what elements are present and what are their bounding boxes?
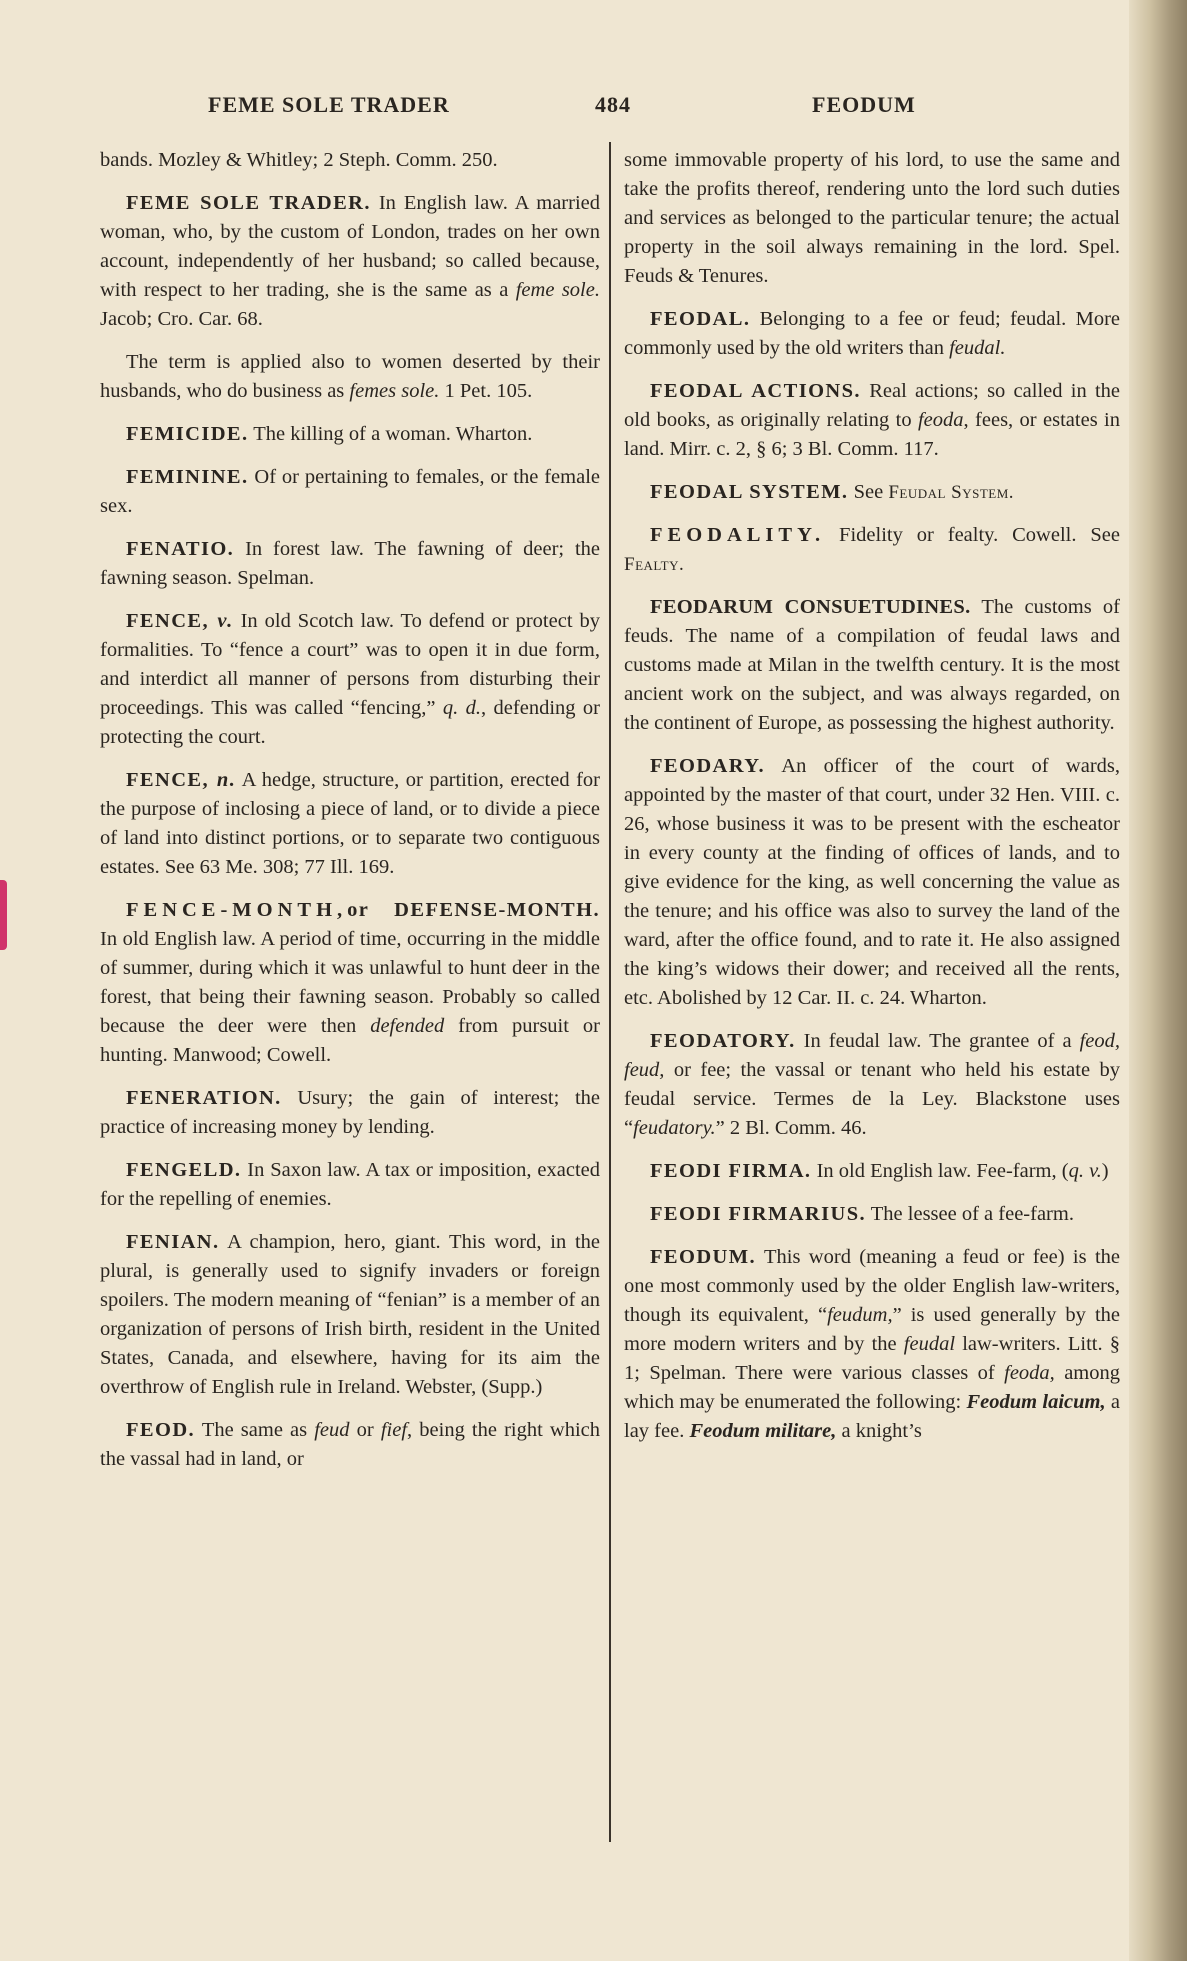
entry-text: Usury; the gain of interest; the practice of increasing money by lending. [100,1087,600,1138]
entry-term: FEODATORY. [650,1030,796,1052]
entry-feneration [100,1084,600,1142]
entry-feodarum-consuetudines [624,593,1120,738]
entry-text: The killing of a woman. Wharton. [248,423,533,445]
entry-fence-month [100,896,600,1070]
entry-part-of-speech: v. [209,610,234,632]
entry-part-of-speech: n. [209,769,237,791]
entry-term: FEODAL ACTIONS. [650,380,861,402]
entry-text: In old English law. A period of time, occurring in the middle of summer, during which it was unlawful to hunt deer in the forest, that being their fawning season. Probably so called because the deer were then [100,928,600,1037]
entry-term: FENCE-MONTH, [126,899,348,921]
entry-text: See [848,481,889,503]
entry-term: FEME SOLE TRADER. [126,192,371,214]
entry-text: some immovable property of his lord, to use the same and take the profits thereof, rendering unto the lord such duties and services as belonged to the particular tenure; the actual property in the soil always remaining in the lord. Spel. Feuds & Tenures. [624,149,1120,287]
cross-reference: Feudal System. [888,482,1015,503]
entry-text: A champion, hero, giant. This word, in the plural, is generally used to signify invaders or foreign spoilers. The modern meaning of “fenian” is a member of an organization of persons of Irish birth, resident in the United States, Canada, and elsewhere, having for its aim the overthrow of English rule in Ireland. Webster, (Supp.) [100,1231,600,1398]
entry-text: or [349,1419,381,1441]
entry-feodi-firmarius [624,1200,1120,1229]
entry-term: FENATIO. [126,538,235,560]
entry-fengeld [100,1156,600,1214]
entry-term: FENCE, [126,769,210,791]
entry-term: FEMICIDE. [126,423,249,445]
entry-italic: feudal [903,1333,956,1355]
entry-term: FEOD. [126,1419,196,1441]
entry-feme-sole-trader [100,189,600,334]
entry-italic: femes sole. [349,380,440,402]
entry-feod [100,1416,600,1474]
right-column [624,146,1120,1460]
entry-feodal-actions [624,377,1120,464]
entry-text: The customs of feuds. The name of a compilation of feudal laws and customs made at Milan in the twelfth century. It is the most ancient work on the subject, and was always regarded, on the continent of Europe, as possessing the highest authority. [624,596,1120,734]
entry-term: FEODI FIRMA. [650,1160,812,1182]
entry-italic: feudatory. [633,1117,716,1139]
entry-text: from pursuit or hunting. Manwood; Cowell. [100,1015,600,1066]
entry-text: In forest law. The fawning of deer; the fawning season. Spelman. [100,538,600,589]
entry-text: The term is applied also to women deserted by their husbands, who do business as [100,351,600,402]
entry-text: In old Scotch law. To defend or protect by formalities. To “fence a court” was to open it in due form, and interdict all manner of persons from disturbing their proceedings. This was called “fencing,” [100,610,600,719]
entry-italic: feoda, [1004,1362,1055,1384]
entry-text: Jacob; Cro. Car. 68. [100,308,263,330]
entry-text: ” is used generally by the more modern writers and by the [624,1304,1120,1355]
entry-text: a knight’s [836,1420,922,1442]
entry-feodi-firma [624,1157,1120,1186]
page-number: 484 [595,92,631,117]
entry-feodality [624,521,1120,579]
entry-term: FEODARUM CONSUETUDINES. [650,596,971,618]
entry-italic: feudal. [949,337,1006,359]
entry-term: FEODALITY. [650,524,826,546]
entry-femicide [100,420,600,449]
entry-text: , being the right which the vassal had in land, or [100,1419,601,1470]
entry-term-alt: or DEFENSE-MONTH. [347,899,600,921]
entry-term: FENCE, [126,610,210,632]
header-left-guide-word: FEME SOLE TRADER [208,92,450,117]
entry-text: In old English law. Fee-farm, ( [811,1160,1069,1182]
entry-text: Fidelity or fealty. Cowell. See [825,524,1120,546]
entry-text: 1 Pet. 105. [439,380,533,402]
entry-continuation [100,146,600,175]
entry-term: FEODAL. [650,308,751,330]
entry-term: FEODARY. [650,755,766,777]
column-divider [609,142,611,1842]
entry-term: FEODUM. [650,1246,757,1268]
entry-text: law-writers. Litt. § 1; Spelman. There were various classes of [624,1333,1120,1384]
entry-fenian [100,1228,600,1402]
entry-fence-noun [100,766,600,882]
header-right-guide-word: FEODUM [812,92,916,117]
entry-text: This word (meaning a feud or fee) is the one most commonly used by the older English law-writers, though its equivalent, “ [624,1246,1120,1326]
entry-italic: feudum, [827,1304,893,1326]
page-tab-marker [0,880,7,950]
entry-fence-verb [100,607,600,752]
entry-italic: feud [314,1419,350,1441]
entry-text: In feudal law. The grantee of a [795,1030,1080,1052]
entry-text: In English law. A married woman, who, by the custom of London, trades on her own account, independently of her husband; so called because, with respect to her trading, she is the same as a [100,192,600,301]
entry-text: a lay fee. [624,1391,1120,1442]
entry-term: FEMININE. [126,466,249,488]
entry-fenatio [100,535,600,593]
entry-italic: fief [380,1419,408,1441]
entry-feodatory [624,1027,1120,1143]
entry-feodum [624,1243,1120,1446]
entry-continuation [624,146,1120,291]
entry-text: An officer of the court of wards, appointed by the master of that court, under 32 Hen. VIII. c. 26, whose business it was to be present with the escheator in every county at the finding of offices of lands, and to give evidence for the king, as well concerning the value as the tenure; and his office was also to survey the land of the ward, after the office found, and to rate it. He also assigned the king’s widows their dower; and received all the rents, etc. Abolished by 12 Car. II. c. 24. Wharton. [624,755,1120,1009]
entry-italic: feod, feud, [624,1030,1120,1081]
cross-reference: Fealty. [624,554,685,575]
left-column [100,146,600,1488]
entry-feme-sole-trader-note [100,348,600,406]
entry-text: A hedge, structure, or partition, erected for the purpose of inclosing a piece of land, or to divide a piece of land into distinct portions, or to separate two contiguous estates. See 63 Me. 308; 77 Ill. 169. [100,769,600,878]
entry-term: FEODI FIRMARIUS. [650,1203,867,1225]
entry-term: FEODAL SYSTEM. [650,481,849,503]
entry-text: bands. Mozley & Whitley; 2 Steph. Comm. 250. [100,149,498,171]
entry-text: ) [1101,1160,1109,1182]
entry-bold-italic: Feodum militare, [689,1420,837,1442]
entry-feodary [624,752,1120,1013]
entry-term: FENIAN. [126,1231,220,1253]
entry-text: The same as [195,1419,315,1441]
running-header [100,92,1120,122]
entry-text: Belonging to a fee or feud; feudal. More commonly used by the old writers than [624,308,1120,359]
entry-italic: feme sole. [515,279,600,301]
entry-text: among which may be enumerated the following: [624,1362,1120,1413]
entry-text: The lessee of a fee-farm. [866,1203,1074,1225]
entry-term: FENERATION. [126,1087,282,1109]
entry-feminine [100,463,600,521]
entry-italic: q. v. [1068,1160,1102,1182]
entry-feodal [624,305,1120,363]
entry-italic: defended [370,1015,445,1037]
entry-term: FENGELD. [126,1159,242,1181]
page-binding-edge [1129,0,1187,1961]
entry-text: , fees, or estates in land. Mirr. c. 2, § 6; 3 Bl. Comm. 117. [624,409,1121,460]
entry-text: or fee; the vassal or tenant who held his estate by feudal service. Termes de la Ley. Blackstone uses “ [624,1059,1120,1139]
entry-text: , defending or protecting the court. [100,697,601,748]
entry-text: Real actions; so called in the old books, as originally relating to [624,380,1121,431]
entry-text: ” 2 Bl. Comm. 46. [715,1117,867,1139]
entry-italic: feoda [917,409,964,431]
entry-text: Of or pertaining to females, or the female sex. [100,466,600,517]
entry-italic: q. d. [442,697,482,719]
entry-text: In Saxon law. A tax or imposition, exacted for the repelling of enemies. [100,1159,600,1210]
entry-feodal-system [624,478,1120,507]
entry-bold-italic: Feodum laicum, [966,1391,1106,1413]
